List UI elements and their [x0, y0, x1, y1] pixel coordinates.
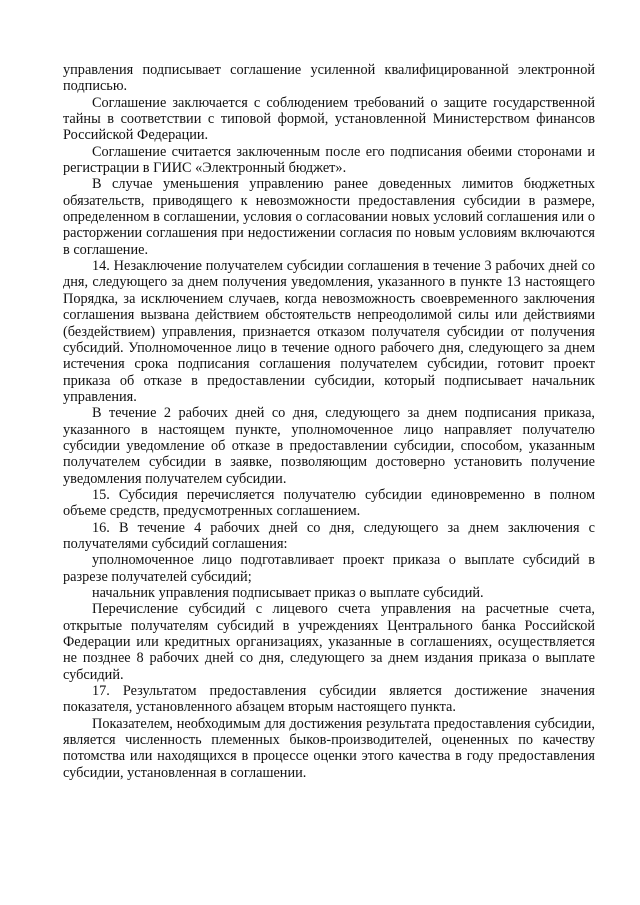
paragraph-transfer: Перечисление субсидий с лицевого счета управления на расчетные счета, открытые получателям субсидий в учреждениях Центрального банка Российской Федерации или кредитных организациях, указанные в соглашениях, осуществляется не позднее 8 рабочих дней со дня, следующего за днем издания приказа о выплате субсидий. [63, 601, 595, 683]
paragraph-indicator: Показателем, необходимым для достижения результата предоставления субсидии, является численность племенных быков-производителей, оцененных по качеству потомства или находящихся в процессе оценки этого качества в году предоставления субсидии, установленная в соглашении. [63, 715, 595, 781]
document-page [63, 62, 595, 781]
paragraph-refusal-notice: В течение 2 рабочих дней со дня, следующего за днем подписания приказа, указанного в настоящем пункте, уполномоченное лицо направляет получателю субсидии уведомление об отказе в предоставлении субсидии, способом, указанным получателем субсидии в заявке, позволяющим достоверно установить получение уведомления получателем субсидии. [63, 405, 595, 487]
paragraph-state-secret: Соглашение заключается с соблюдением требований о защите государственной тайны в соответствии с типовой формой, установленной Министерством финансов Российской Федерации. [63, 94, 595, 144]
paragraph-item-15: 15. Субсидия перечисляется получателю субсидии единовременно в полном объеме средств, предусмотренных соглашением. [63, 486, 595, 520]
paragraph-sign-order: начальник управления подписывает приказ о выплате субсидий. [92, 585, 484, 601]
paragraph-agreement-concluded: Соглашение считается заключенным после его подписания обеими сторонами и регистрации в ГИИС «Электронный бюджет». [63, 143, 595, 177]
paragraph-draft-order: уполномоченное лицо подготавливает проект приказа о выплате субсидий в разрезе получателей субсидий; [63, 552, 595, 585]
paragraph-item-14: 14. Незаключение получателем субсидии соглашения в течение 3 рабочих дней со дня, следующего за днем получения уведомления, указанного в пункте 13 настоящего Порядка, за исключением случаев, когда невозможность своевременного заключения соглашения вызвана действием обстоятельств непреодолимой силы или действиями (бездействием) управления, признается отказом получателя субсидии от получения субсидий. Уполномоченное лицо в течение одного рабочего дня, следующего за днем истечения срока подписания соглашения получателем субсидии, готовит проект приказа об отказе в предоставлении субсидии, который подписывает начальник управления. [63, 258, 595, 405]
paragraph-item-17: 17. Результатом предоставления субсидии является достижение значения показателя, установленного абзацем вторым настоящего пункта. [63, 683, 595, 716]
paragraph-limits-reduction: В случае уменьшения управлению ранее доведенных лимитов бюджетных обязательств, приводящего к невозможности предоставления субсидии в размере, определенном в соглашении, условия о согласовании новых условий соглашения или о расторжении соглашения при недостижении согласия по новым условиям включаются в соглашение. [63, 176, 595, 258]
paragraph-continuation: управления подписывает соглашение усиленной квалифицированной электронной подписью. [63, 62, 595, 95]
paragraph-item-16: 16. В течение 4 рабочих дней со дня, следующего за днем заключения с получателями субсидий соглашения: [63, 519, 595, 552]
